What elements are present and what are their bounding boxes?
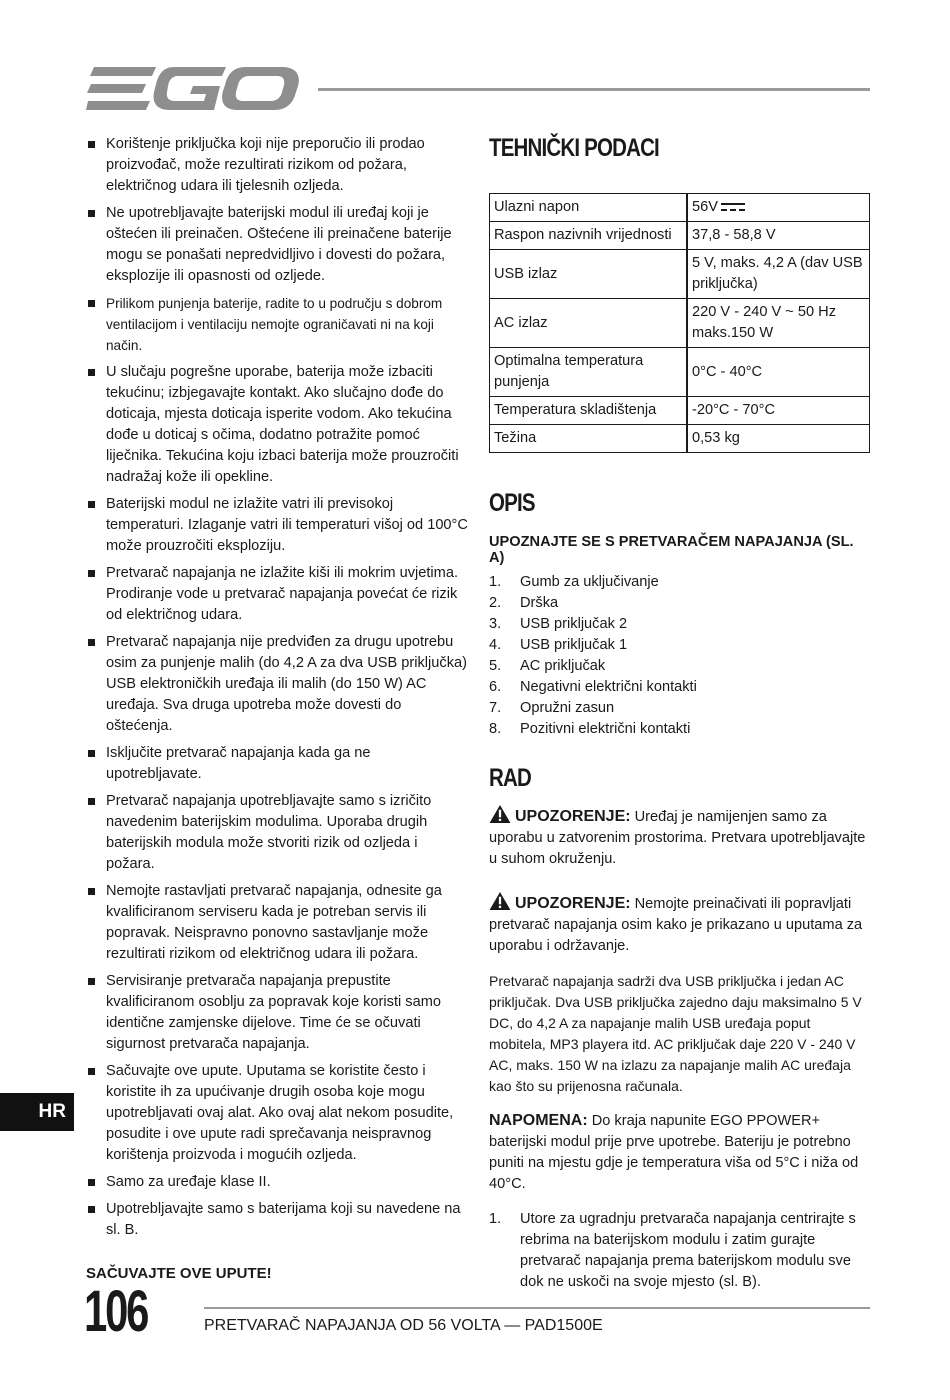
footer-rule xyxy=(204,1307,870,1309)
tech-spec-table xyxy=(489,193,870,453)
bullet-square-icon xyxy=(88,141,95,148)
warning-triangle-icon xyxy=(489,892,511,910)
dc-symbol-icon xyxy=(721,202,745,212)
spec-value: 56V xyxy=(687,194,870,222)
table-row xyxy=(490,425,870,453)
spec-label: USB izlaz xyxy=(490,250,688,299)
warning-modification: UPOZORENJE: Nemojte preinačivati ili popravljati pretvarač napajanja osim kako je prikazano u uputama za uporabu i održavanje. xyxy=(489,892,871,957)
note-paragraph: NAPOMENA: Do kraja napunite EGO PPOWER+ baterijski modul prije prve upotrebe. Bateriju je potrebno puniti na mjestu gdje je temperatura viša od 5°C i niža od 40°C. xyxy=(489,1112,859,1192)
parts-list xyxy=(489,572,871,740)
table-row xyxy=(490,194,870,222)
list-item: 6. Negativni električni kontakti xyxy=(489,679,697,695)
bullet-square-icon xyxy=(88,1068,95,1075)
list-item: 5. AC priključak xyxy=(489,658,606,674)
bullet-square-icon xyxy=(88,570,95,577)
spec-value: 220 V - 240 V ~ 50 Hz maks.150 W xyxy=(687,299,870,348)
bullet-square-icon xyxy=(88,300,95,307)
warning-indoor: UPOZORENJE: Uređaj je namijenjen samo za uporabu u zatvorenim prostorima. Pretvara upotrebljavajte u suhom okruženju. xyxy=(489,805,871,870)
spec-label: AC izlaz xyxy=(490,299,688,348)
footer-title: PRETVARAČ NAPAJANJA OD 56 VOLTA — PAD1500E xyxy=(204,1317,603,1334)
safety-item: Prilikom punjenja baterije, radite to u području s dobrom ventilacijom i ventilaciju nemojte ograničavati ni na koji način. xyxy=(86,293,470,356)
spec-label: Raspon nazivnih vrijednosti xyxy=(490,222,688,250)
ego-logo xyxy=(86,64,301,114)
operation-heading: RAD xyxy=(489,764,531,792)
safety-list xyxy=(86,134,470,1241)
warning-triangle-icon xyxy=(489,805,511,823)
spec-value: 37,8 - 58,8 V xyxy=(687,222,870,250)
bullet-square-icon xyxy=(88,501,95,508)
safety-column xyxy=(86,134,470,1282)
list-item: 8. Pozitivni električni kontakti xyxy=(489,721,691,737)
list-item: 1. Gumb za uključivanje xyxy=(489,574,659,590)
table-row xyxy=(490,397,870,425)
usage-paragraph: Pretvarač napajanja sadrži dva USB priključka i jedan AC priključak. Dva USB priključka zajedno daju maksimalno 5 V DC, do 4,2 A za napajanje malih USB uređaja poput mobitela, MP3 playera itd. AC priključak daje 220 V - 240 V AC, maks. 150 W na izlazu za napajanje malih AC uređaja kao što su prijenosna računala. xyxy=(489,973,862,1094)
spec-value: 0°C - 40°C xyxy=(687,348,870,397)
safety-item: Sačuvajte ove upute. Uputama se koristite često i koristite ih za upućivanje drugih osoba koje mogu upotrebljavati ovaj alat. Ako ovaj alat nekom posudite, posudite i ove upute radi sprečavanja neispravnog korištenja proizvoda i mogućih ozljeda. xyxy=(86,1061,470,1166)
bullet-square-icon xyxy=(88,750,95,757)
spec-label: Težina xyxy=(490,425,688,453)
list-item: 7. Opružni zasun xyxy=(489,700,615,716)
list-item: 3. USB priključak 2 xyxy=(489,616,628,632)
safety-item: Upotrebljavajte samo s baterijama koji su navedene na sl. B. xyxy=(86,1199,470,1241)
bullet-square-icon xyxy=(88,1179,95,1186)
list-item: 2. Drška xyxy=(489,595,559,611)
bullet-square-icon xyxy=(88,1206,95,1213)
bullet-square-icon xyxy=(88,888,95,895)
safety-item: Nemojte rastavljati pretvarač napajanja, odnesite ga kvalificiranom serviseru kada je potreban servis ili popravak. Neispravno ponovno sastavljanje može rezultirati rizikom od električnog udara ili požara. xyxy=(86,881,470,965)
table-row xyxy=(490,348,870,397)
bullet-square-icon xyxy=(88,639,95,646)
safety-item: Ne upotrebljavajte baterijski modul ili uređaj koji je oštećen ili preinačen. Oštećene ili preinačene baterije mogu se ponašati nepredvidljivo i dovesti do požara, eksplozije ili opasnosti od ozljede. xyxy=(86,203,470,287)
safety-item: Isključite pretvarač napajanja kada ga ne upotrebljavate. xyxy=(86,743,470,785)
list-item: 1. Utore za ugradnju pretvarača napajanja centrirajte s rebrima na baterijskom modulu i zatim gurajte pretvarač napajanja prema baterijskom modulu sve dok ne uskoči na svoje mjesto (sl. B). xyxy=(489,1211,856,1290)
save-instructions-note: SAČUVAJTE OVE UPUTE! xyxy=(86,1265,272,1282)
safety-item: Pretvarač napajanja nije predviđen za drugu upotrebu osim za punjenje malih (do 4,2 A za dva USB priključka) USB elektroničkih uređaja ili malih (do 150 W) AC uređaja. Sva druga upotreba može dovesti do oštećenja. xyxy=(86,632,470,737)
tech-data-heading: TEHNIČKI PODACI xyxy=(489,134,659,162)
bullet-square-icon xyxy=(88,798,95,805)
safety-item: Samo za uređaje klase II. xyxy=(86,1172,470,1193)
steps-list xyxy=(489,1209,871,1293)
spec-value: 0,53 kg xyxy=(687,425,870,453)
spec-label: Temperatura skladištenja xyxy=(490,397,688,425)
spec-label: Optimalna temperatura punjenja xyxy=(490,348,688,397)
safety-item: U slučaju pogrešne uporabe, baterija može izbaciti tekućinu; izbjegavajte kontakt. Ako slučajno dođe do doticaja, mjesta doticaja isperite vodom. Ako tekućina dođe u doticaj s očima, dodatno potražite pomoć liječnika. Tekućina koju izbaci baterija može prouzročiti nadražaj kože ili opekline. xyxy=(86,362,470,488)
right-column xyxy=(489,134,871,1293)
safety-item: Korištenje priključka koji nije preporučio ili prodao proizvođač, može rezultirati rizikom od požara, električnog udara ili tjelesnih ozljeda. xyxy=(86,134,470,197)
table-row xyxy=(490,299,870,348)
table-row xyxy=(490,250,870,299)
safety-item: Pretvarač napajanja upotrebljavajte samo s izričito navedenim baterijskim modulima. Uporaba drugih baterijskih modula može stvoriti rizik od ozljeda i požara. xyxy=(86,791,470,875)
safety-item: Servisiranje pretvarača napajanja prepustite kvalificiranom osoblju za popravak koje koristi samo identične zamjenske dijelove. Time će se očuvati sigurnost pretvarača napajanja. xyxy=(86,971,470,1055)
spec-value: 5 V, maks. 4,2 A (dav USB priključka) xyxy=(687,250,870,299)
description-heading: OPIS xyxy=(489,489,535,517)
bullet-square-icon xyxy=(88,978,95,985)
bullet-square-icon xyxy=(88,369,95,376)
page-number: 106 xyxy=(84,1279,148,1344)
bullet-square-icon xyxy=(88,210,95,217)
spec-label: Ulazni napon xyxy=(490,194,688,222)
list-item: 4. USB priključak 1 xyxy=(489,637,628,653)
table-row xyxy=(490,222,870,250)
safety-item: Baterijski modul ne izlažite vatri ili previsokoj temperaturi. Izlaganje vatri ili temperaturi višoj od 100°C može prouzročiti eksploziju. xyxy=(86,494,470,557)
language-tab: HR xyxy=(0,1093,74,1131)
description-subheading: UPOZNAJTE SE S PRETVARAČEM NAPAJANJA (SL. A) xyxy=(489,534,854,566)
spec-value: -20°C - 70°C xyxy=(687,397,870,425)
header-rule xyxy=(318,88,870,91)
safety-item: Pretvarač napajanja ne izlažite kiši ili mokrim uvjetima. Prodiranje vode u pretvarač napajanja povećat će rizik od električnog udara. xyxy=(86,563,470,626)
